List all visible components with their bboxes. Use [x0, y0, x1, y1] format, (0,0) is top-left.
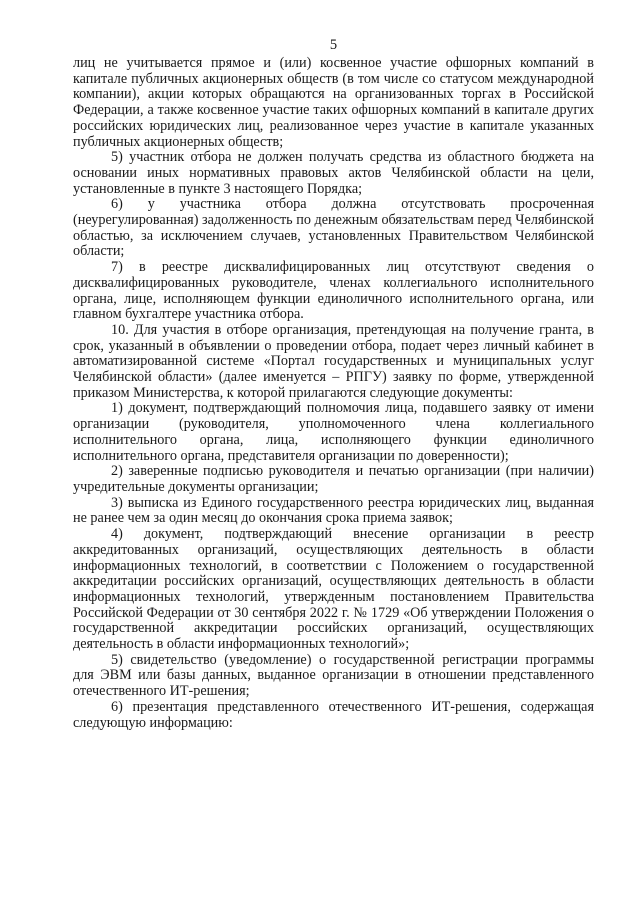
- paragraph-doc-4-it-accreditation: 4) документ, подтверждающий внесение организации в реестр аккредитованных организаций, осуществляющих деятельность в области информационных технологий, в соответствии с Положением о государственной аккредитации российских организаций, осуществляющих деятельность в области информационных технологий, утвержденным постановлением Правительства Российской Федерации от 30 сентября 2022 г. № 1729 «Об утверждении Положения о государственной аккредитации российских организаций, осуществляющих деятельность в области информационных технологий»;: [73, 526, 594, 653]
- page-number: 5: [329, 37, 338, 53]
- paragraph-doc-3-registry-extract: 3) выписка из Единого государственного реестра юридических лиц, выданная не ранее чем за один месяц до окончания срока приема заявок;: [73, 494, 594, 527]
- paragraph-doc-6-presentation: 6) презентация представленного отечественного ИТ-решения, содержащая следующую информацию:: [73, 698, 594, 731]
- document-body: [73, 56, 594, 731]
- paragraph-item-5-budget-funds: 5) участник отбора не должен получать средства из областного бюджета на основании иных нормативных правовых актов Челябинской области на цели, установленные в пункте 3 настоящего Порядка;: [73, 149, 594, 197]
- paragraph-doc-2-founding-documents: 2) заверенные подписью руководителя и печатью организации (при наличии) учредительные документы организации;: [73, 463, 594, 495]
- paragraph-item-6-overdue-debt: 6) у участника отбора должна отсутствовать просроченная (неурегулированная) задолженность по денежным обязательствам перед Челябинской областью, за исключением случаев, установленных Правительством Челябинской области;: [73, 196, 594, 260]
- paragraph-doc-1-authority: 1) документ, подтверждающий полномочия лица, подавшего заявку от имени организации (руководителя, уполномоченного члена коллегиального исполнительного органа, лица, исполняющего функции единоличного исполнительного органа, представителя организации по доверенности);: [73, 400, 594, 464]
- paragraph-doc-5-software-registration: 5) свидетельство (уведомление) о государственной регистрации программы для ЭВМ или базы данных, выданное организации в отношении представленного отечественного ИТ-решения;: [73, 651, 594, 700]
- paragraph-section-10-application: 10. Для участия в отборе организация, претендующая на получение гранта, в срок, указанный в объявлении о проведении отбора, подает через личный кабинет в автоматизированной системе «Портал государственных и муниципальных услуг Челябинской области» (далее именуется – РПГУ) заявку по форме, утвержденной приказом Министерства, к которой прилагаются следующие документы:: [73, 321, 594, 401]
- paragraph-item-7-disqualified-persons: 7) в реестре дисквалифицированных лиц отсутствуют сведения о дисквалифицированных руководителе, членах коллегиального исполнительного органа, лице, исполняющем функции единоличного исполнительного органа, или главном бухгалтере участника отбора.: [73, 259, 594, 323]
- paragraph-offshore-participation: лиц не учитывается прямое и (или) косвенное участие офшорных компаний в капитале публичных акционерных обществ (в том числе со статусом международной компании), акции которых обращаются на организованных торгах в Российской Федерации, а также косвенное участие таких офшорных компаний в капитале других российских юридических лиц, реализованное через участие в капитале указанных публичных акционерных обществ;: [73, 55, 594, 150]
